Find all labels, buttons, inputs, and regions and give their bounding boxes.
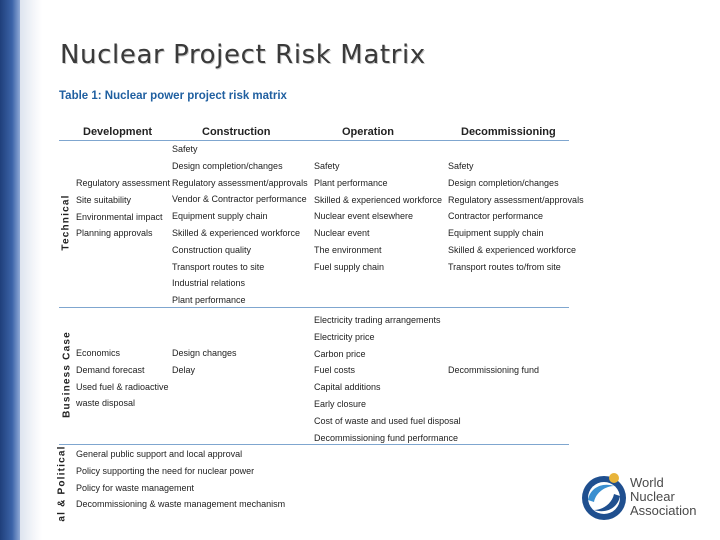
- risk-item: Design changes: [172, 348, 237, 358]
- risk-item: Decommissioning & waste management mechanism: [76, 499, 286, 510]
- business-construction-cell: [172, 345, 237, 379]
- risk-item: Safety: [314, 161, 340, 171]
- risk-item: Environmental impact: [76, 211, 163, 222]
- risk-item: Fuel costs: [314, 365, 356, 376]
- risk-item: Equipment supply chain: [448, 228, 544, 239]
- business-operation-cell: [314, 312, 461, 446]
- business-development-cell: [76, 345, 169, 412]
- risk-item: Contractor performance: [448, 211, 544, 222]
- world-nuclear-association-logo: [580, 470, 710, 524]
- technical-development-cell: [76, 175, 170, 242]
- logo-text-line: Nuclear: [630, 489, 675, 504]
- business-decommissioning-cell: [448, 362, 539, 379]
- logo-wordmark: [630, 476, 696, 518]
- risk-item: Skilled & experienced workforce: [448, 244, 577, 255]
- risk-item: Used fuel & radioactive: [76, 381, 169, 392]
- risk-item: Fuel supply chain: [314, 261, 385, 272]
- column-header-construction: Construction: [202, 126, 271, 138]
- risk-item: Carbon price: [314, 348, 366, 359]
- risk-item: Plant performance: [172, 295, 246, 306]
- risk-item: Economics: [76, 348, 121, 358]
- risk-item: Regulatory assessment: [76, 178, 171, 188]
- risk-item: Regulatory assessment/approvals: [448, 194, 584, 205]
- risk-item: Cost of waste and used fuel disposal: [314, 415, 461, 426]
- risk-item: Site suitability: [76, 194, 132, 205]
- column-header-decommissioning: Decommissioning: [461, 126, 556, 138]
- sidebar-shadow: [20, 0, 42, 540]
- risk-item: Decommissioning fund: [448, 365, 540, 375]
- risk-item: Electricity price: [314, 331, 375, 342]
- column-header-development: Development: [83, 126, 153, 138]
- risk-item: Vendor & Contractor performance: [172, 194, 307, 205]
- technical-decommissioning-cell: [448, 158, 584, 276]
- risk-item: Skilled & experienced workforce: [314, 194, 443, 205]
- header-divider: [59, 140, 569, 141]
- risk-item: Plant performance: [314, 177, 388, 188]
- risk-item: The environment: [314, 244, 382, 255]
- risk-item: Nuclear event: [314, 228, 370, 239]
- risk-matrix-table: [56, 86, 584, 522]
- risk-item: Safety: [448, 161, 474, 171]
- risk-item: Design completion/changes: [448, 177, 559, 188]
- technical-divider: [59, 307, 569, 308]
- risk-item: Skilled & experienced workforce: [172, 227, 301, 238]
- risk-item: Early closure: [314, 398, 367, 409]
- risk-item: Industrial relations: [172, 278, 246, 289]
- risk-item: Capital additions: [314, 382, 381, 393]
- row-label-political: al & Political: [56, 445, 68, 522]
- sidebar-band: [0, 0, 20, 540]
- risk-item: Demand forecast: [76, 364, 145, 375]
- logo-text-line: Association: [630, 503, 697, 518]
- slide-title: Nuclear Project Risk Matrix: [60, 40, 426, 70]
- risk-item: General public support and local approval: [76, 449, 243, 459]
- risk-item: Regulatory assessment/approvals: [172, 177, 308, 188]
- technical-construction-cell: [172, 141, 308, 309]
- risk-item: Policy for waste management: [76, 482, 195, 493]
- globe-swirl-icon: [580, 470, 628, 522]
- risk-item: Construction quality: [172, 244, 252, 255]
- political-cell: [76, 446, 285, 513]
- logo-text-line: World: [630, 475, 664, 490]
- technical-operation-cell: [314, 158, 442, 276]
- risk-item: Decommissioning fund performance: [314, 432, 459, 443]
- risk-item: Safety: [172, 144, 198, 154]
- risk-item: Transport routes to site: [172, 261, 265, 272]
- risk-item: Planning approvals: [76, 228, 153, 239]
- column-header-operation: Operation: [342, 126, 394, 138]
- row-label-technical: Technical: [60, 194, 72, 251]
- risk-item: Electricity trading arrangements: [314, 315, 441, 325]
- risk-item: Delay: [172, 364, 196, 375]
- risk-item: Equipment supply chain: [172, 211, 268, 222]
- row-label-business-case: Business Case: [61, 331, 73, 418]
- risk-item: Policy supporting the need for nuclear power: [76, 465, 255, 476]
- risk-item: Nuclear event elsewhere: [314, 211, 414, 222]
- business-divider: [59, 444, 569, 445]
- risk-item: Design completion/changes: [172, 160, 283, 171]
- table-caption: Table 1: Nuclear power project risk matrix: [59, 90, 287, 102]
- risk-item: Transport routes to/from site: [448, 261, 561, 272]
- risk-item: waste disposal: [76, 398, 136, 409]
